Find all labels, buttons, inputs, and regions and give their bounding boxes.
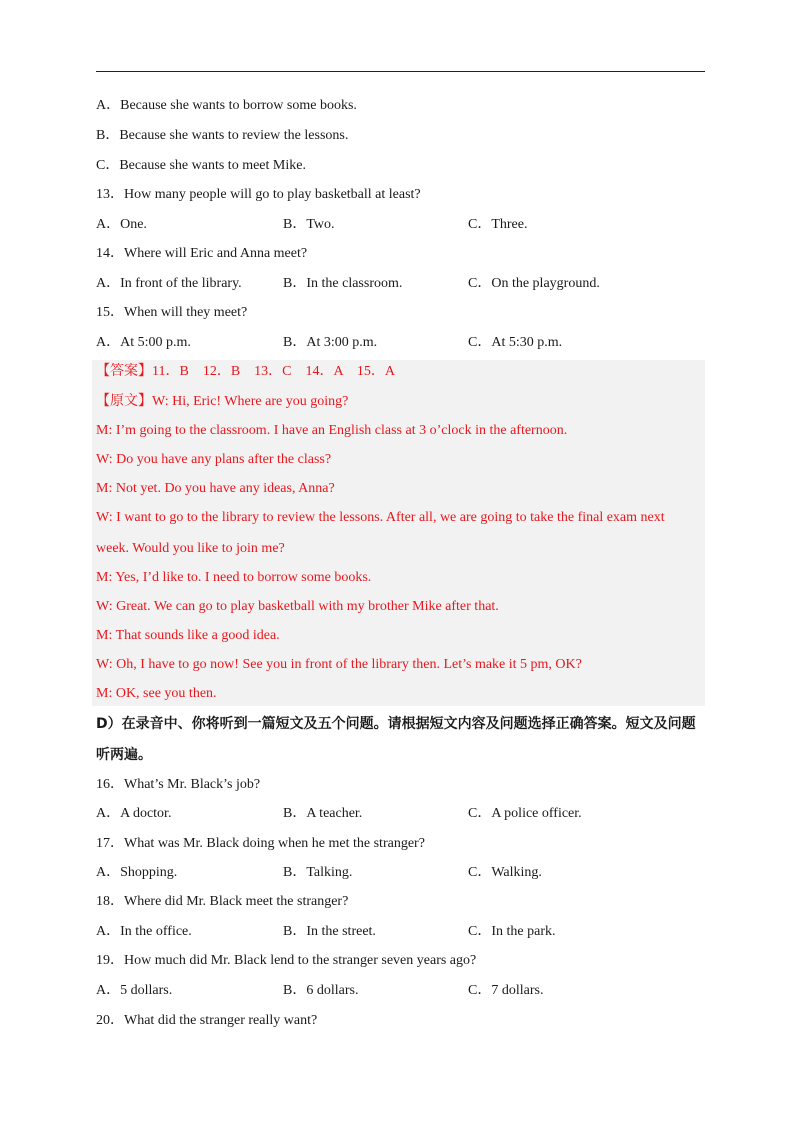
q14-option-a: A．In front of the library. [96,276,242,291]
section-d-heading: D）在录音中、你将听到一篇短文及五个问题。请根据短文内容及问题选择正确答案。短文及问题 [96,716,696,732]
q18-text: 18．Where did Mr. Black meet the stranger? [96,894,349,909]
q18-option-b: B．In the street. [283,924,376,939]
q19-text: 19．How much did Mr. Black lend to the stranger seven years ago? [96,953,477,968]
q18-option-c: C．In the park. [468,924,556,939]
header-rule [96,71,705,72]
answer-label: 【答案】 [96,364,152,379]
q19-option-c: C．7 dollars. [468,983,544,998]
transcript-line: M: Not yet. Do you have any ideas, Anna? [96,481,335,496]
transcript-line: M: OK, see you then. [96,686,217,701]
q15-text: 15．When will they meet? [96,305,248,320]
answer-box [92,360,705,706]
q13-text: 13．How many people will go to play basketball at least? [96,187,421,202]
q19-option-a: A．5 dollars. [96,983,173,998]
q20-text: 20．What did the stranger really want? [96,1013,318,1028]
section-d-heading-cont: 听两遍。 [96,747,152,763]
q13-option-b: B．Two. [283,217,335,232]
q16-option-a: A．A doctor. [96,806,172,821]
transcript-line: W: Great. We can go to play basketball with my brother Mike after that. [96,599,499,614]
q12-option-b: B．Because she wants to review the lessons. [96,128,349,143]
q18-option-a: A．In the office. [96,924,192,939]
answer-line [96,363,395,381]
q16-text: 16．What’s Mr. Black’s job? [96,777,261,792]
q15-option-a: A．At 5:00 p.m. [96,335,191,350]
transcript-line: M: I’m going to the classroom. I have an English class at 3 o’clock in the afternoon. [96,423,568,438]
q19-option-b: B．6 dollars. [283,983,359,998]
transcript-line: week. Would you like to join me? [96,541,285,556]
q12-option-c: C．Because she wants to meet Mike. [96,158,306,173]
q16-option-c: C．A police officer. [468,806,582,821]
transcript-line: W: Oh, I have to go now! See you in front of the library then. Let’s make it 5 pm, OK? [96,657,582,672]
transcript-line: W: Do you have any plans after the class? [96,452,332,467]
transcript-line: 【原文】W: Hi, Eric! Where are you going? [96,394,349,409]
q17-option-c: C．Walking. [468,865,542,880]
q17-text: 17．What was Mr. Black doing when he met the stranger? [96,836,425,851]
transcript-line: M: That sounds like a good idea. [96,628,280,643]
q14-option-b: B．In the classroom. [283,276,403,291]
q16-option-b: B．A teacher. [283,806,363,821]
q15-option-c: C．At 5:30 p.m. [468,335,563,350]
answer-text: 11．B 12．B 13．C 14．A 15．A [152,364,395,379]
transcript-line: M: Yes, I’d like to. I need to borrow some books. [96,570,372,585]
q17-option-a: A．Shopping. [96,865,178,880]
q15-option-b: B．At 3:00 p.m. [283,335,378,350]
q13-option-a: A．One. [96,217,147,232]
q17-option-b: B．Talking. [283,865,353,880]
transcript-label: 【原文】 [96,394,152,409]
q13-option-c: C．Three. [468,217,528,232]
q12-option-a: A．Because she wants to borrow some books. [96,98,357,113]
q14-option-c: C．On the playground. [468,276,600,291]
transcript-line: W: I want to go to the library to review the lessons. After all, we are going to take the final exam next [96,510,665,525]
q14-text: 14．Where will Eric and Anna meet? [96,246,308,261]
